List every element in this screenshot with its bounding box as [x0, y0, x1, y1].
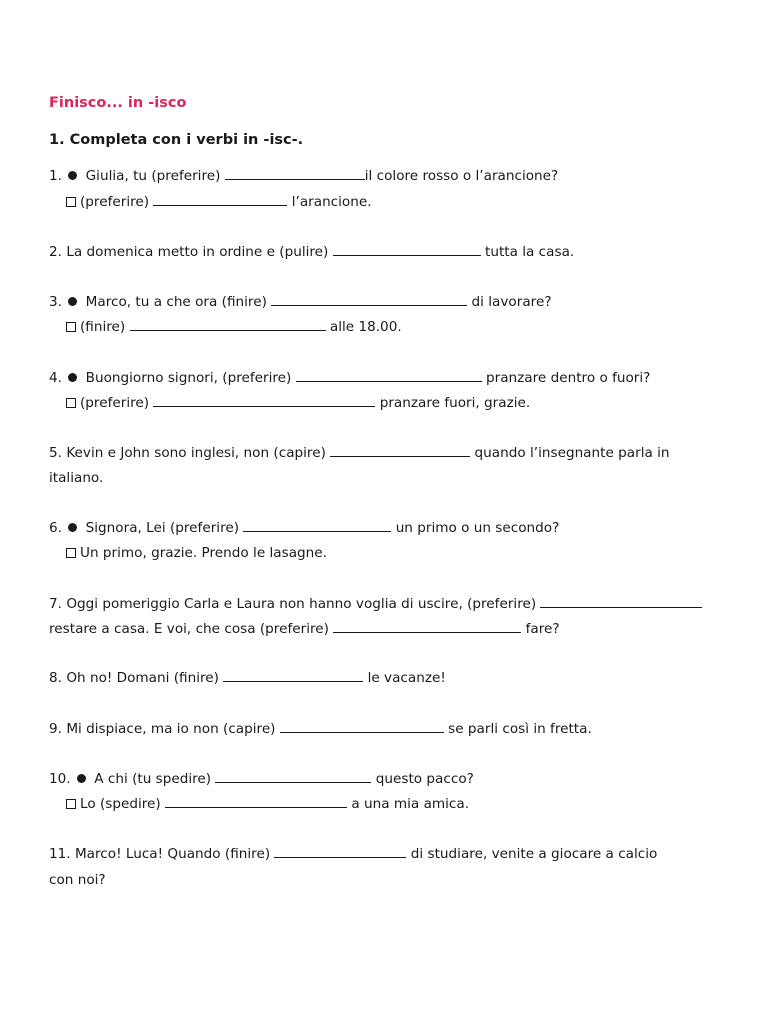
exercise-number: 5.	[49, 445, 62, 461]
exercise-text: La domenica metto in ordine e (pulire)	[66, 244, 329, 260]
answer-blank[interactable]	[215, 770, 371, 783]
answer-blank[interactable]	[243, 519, 391, 532]
exercise-number: 6.	[49, 520, 62, 536]
exercise-1-line-b	[66, 192, 372, 212]
exercise-text: Kevin e John sono inglesi, non (capire)	[66, 445, 326, 461]
exercise-number: 7.	[49, 596, 62, 612]
checkbox-icon	[66, 197, 76, 207]
answer-blank[interactable]	[153, 193, 287, 206]
exercise-11-line-c	[49, 870, 106, 890]
exercise-text: (finire)	[80, 319, 126, 335]
exercise-text: Marco! Luca! Quando (finire)	[74, 846, 271, 862]
exercise-text: Lo (spedire)	[80, 796, 161, 812]
exercise-text: (preferire)	[80, 194, 150, 210]
answer-blank[interactable]	[540, 595, 702, 608]
exercise-number: 11.	[49, 846, 71, 862]
checkbox-icon	[66, 398, 76, 408]
exercise-instruction: 1. Completa con i verbi in -isc-.	[49, 132, 304, 148]
exercise-5-line-a	[49, 443, 670, 463]
exercise-text: di studiare, venite a giocare a calcio	[410, 846, 658, 862]
answer-blank[interactable]	[130, 318, 326, 331]
answer-blank[interactable]	[330, 444, 470, 457]
exercise-10-line-a	[49, 769, 474, 789]
answer-blank[interactable]	[333, 620, 521, 633]
answer-blank[interactable]	[153, 394, 375, 407]
exercise-1-line-a	[49, 166, 558, 186]
exercise-text: alle 18.00.	[329, 319, 402, 335]
checkbox-icon	[66, 548, 76, 558]
exercise-number: 1.	[49, 168, 62, 184]
answer-blank[interactable]	[225, 167, 365, 180]
checkbox-icon	[66, 799, 76, 809]
bullet-icon	[68, 171, 77, 180]
exercise-text: di lavorare?	[471, 294, 552, 310]
exercise-6-line-a	[49, 518, 559, 538]
answer-blank[interactable]	[165, 795, 347, 808]
exercise-7-line-c	[49, 619, 560, 639]
exercise-text: a una mia amica.	[351, 796, 470, 812]
exercise-number: 10.	[49, 771, 71, 787]
exercise-number: 9.	[49, 721, 62, 737]
answer-blank[interactable]	[274, 845, 406, 858]
exercise-text: Oh no! Domani (finire)	[66, 670, 219, 686]
exercise-text: restare a casa. E voi, che cosa (preferire)	[49, 621, 329, 637]
exercise-text: le vacanze!	[367, 670, 446, 686]
exercise-9-line-a	[49, 719, 592, 739]
exercise-text: pranzare fuori, grazie.	[379, 395, 531, 411]
exercise-8-line-a	[49, 668, 446, 688]
exercise-text: il colore rosso o l’arancione?	[364, 168, 559, 184]
exercise-3-line-a	[49, 292, 552, 312]
exercise-text: se parli così in fretta.	[448, 721, 592, 737]
exercise-text: A chi (tu spedire)	[94, 771, 212, 787]
bullet-icon	[68, 523, 77, 532]
answer-blank[interactable]	[271, 293, 467, 306]
exercise-3-line-b	[66, 317, 402, 337]
exercise-4-line-b	[66, 393, 530, 413]
exercise-text: Marco, tu a che ora (finire)	[85, 294, 267, 310]
exercise-text: italiano.	[49, 470, 104, 486]
answer-blank[interactable]	[333, 243, 481, 256]
exercise-text: con noi?	[49, 872, 106, 888]
exercise-text: l’arancione.	[291, 194, 372, 210]
exercise-4-line-a	[49, 368, 650, 388]
exercise-text: pranzare dentro o fuori?	[485, 370, 651, 386]
exercise-text: questo pacco?	[375, 771, 474, 787]
exercise-text: Giulia, tu (preferire)	[85, 168, 221, 184]
exercise-text: fare?	[525, 621, 560, 637]
exercise-text: Mi dispiace, ma io non (capire)	[66, 721, 276, 737]
exercise-text: quando l’insegnante parla in	[474, 445, 670, 461]
exercise-text: un primo o un secondo?	[395, 520, 560, 536]
exercise-5-line-c	[49, 468, 103, 488]
exercise-6-line-b	[66, 543, 327, 563]
answer-blank[interactable]	[296, 369, 482, 382]
bullet-icon	[68, 373, 77, 382]
exercise-number: 4.	[49, 370, 62, 386]
checkbox-icon	[66, 322, 76, 332]
exercise-7-line-a	[49, 594, 702, 614]
exercise-text: Un primo, grazie. Prendo le lasagne.	[80, 545, 327, 561]
exercise-text: tutta la casa.	[485, 244, 575, 260]
answer-blank[interactable]	[223, 669, 363, 682]
exercise-text: (preferire)	[80, 395, 150, 411]
bullet-icon	[68, 297, 77, 306]
exercise-text: Buongiorno signori, (preferire)	[85, 370, 292, 386]
page-title: Finisco... in -isco	[49, 95, 187, 111]
exercise-10-line-b	[66, 794, 469, 814]
exercise-11-line-a	[49, 844, 657, 864]
exercise-number: 3.	[49, 294, 62, 310]
exercise-text: Signora, Lei (preferire)	[85, 520, 240, 536]
exercise-text: Oggi pomeriggio Carla e Laura non hanno voglia di uscire, (preferire)	[66, 596, 537, 612]
exercise-2-line-a	[49, 242, 574, 262]
exercise-number: 8.	[49, 670, 62, 686]
bullet-icon	[77, 774, 86, 783]
answer-blank[interactable]	[280, 720, 444, 733]
exercise-number: 2.	[49, 244, 62, 260]
